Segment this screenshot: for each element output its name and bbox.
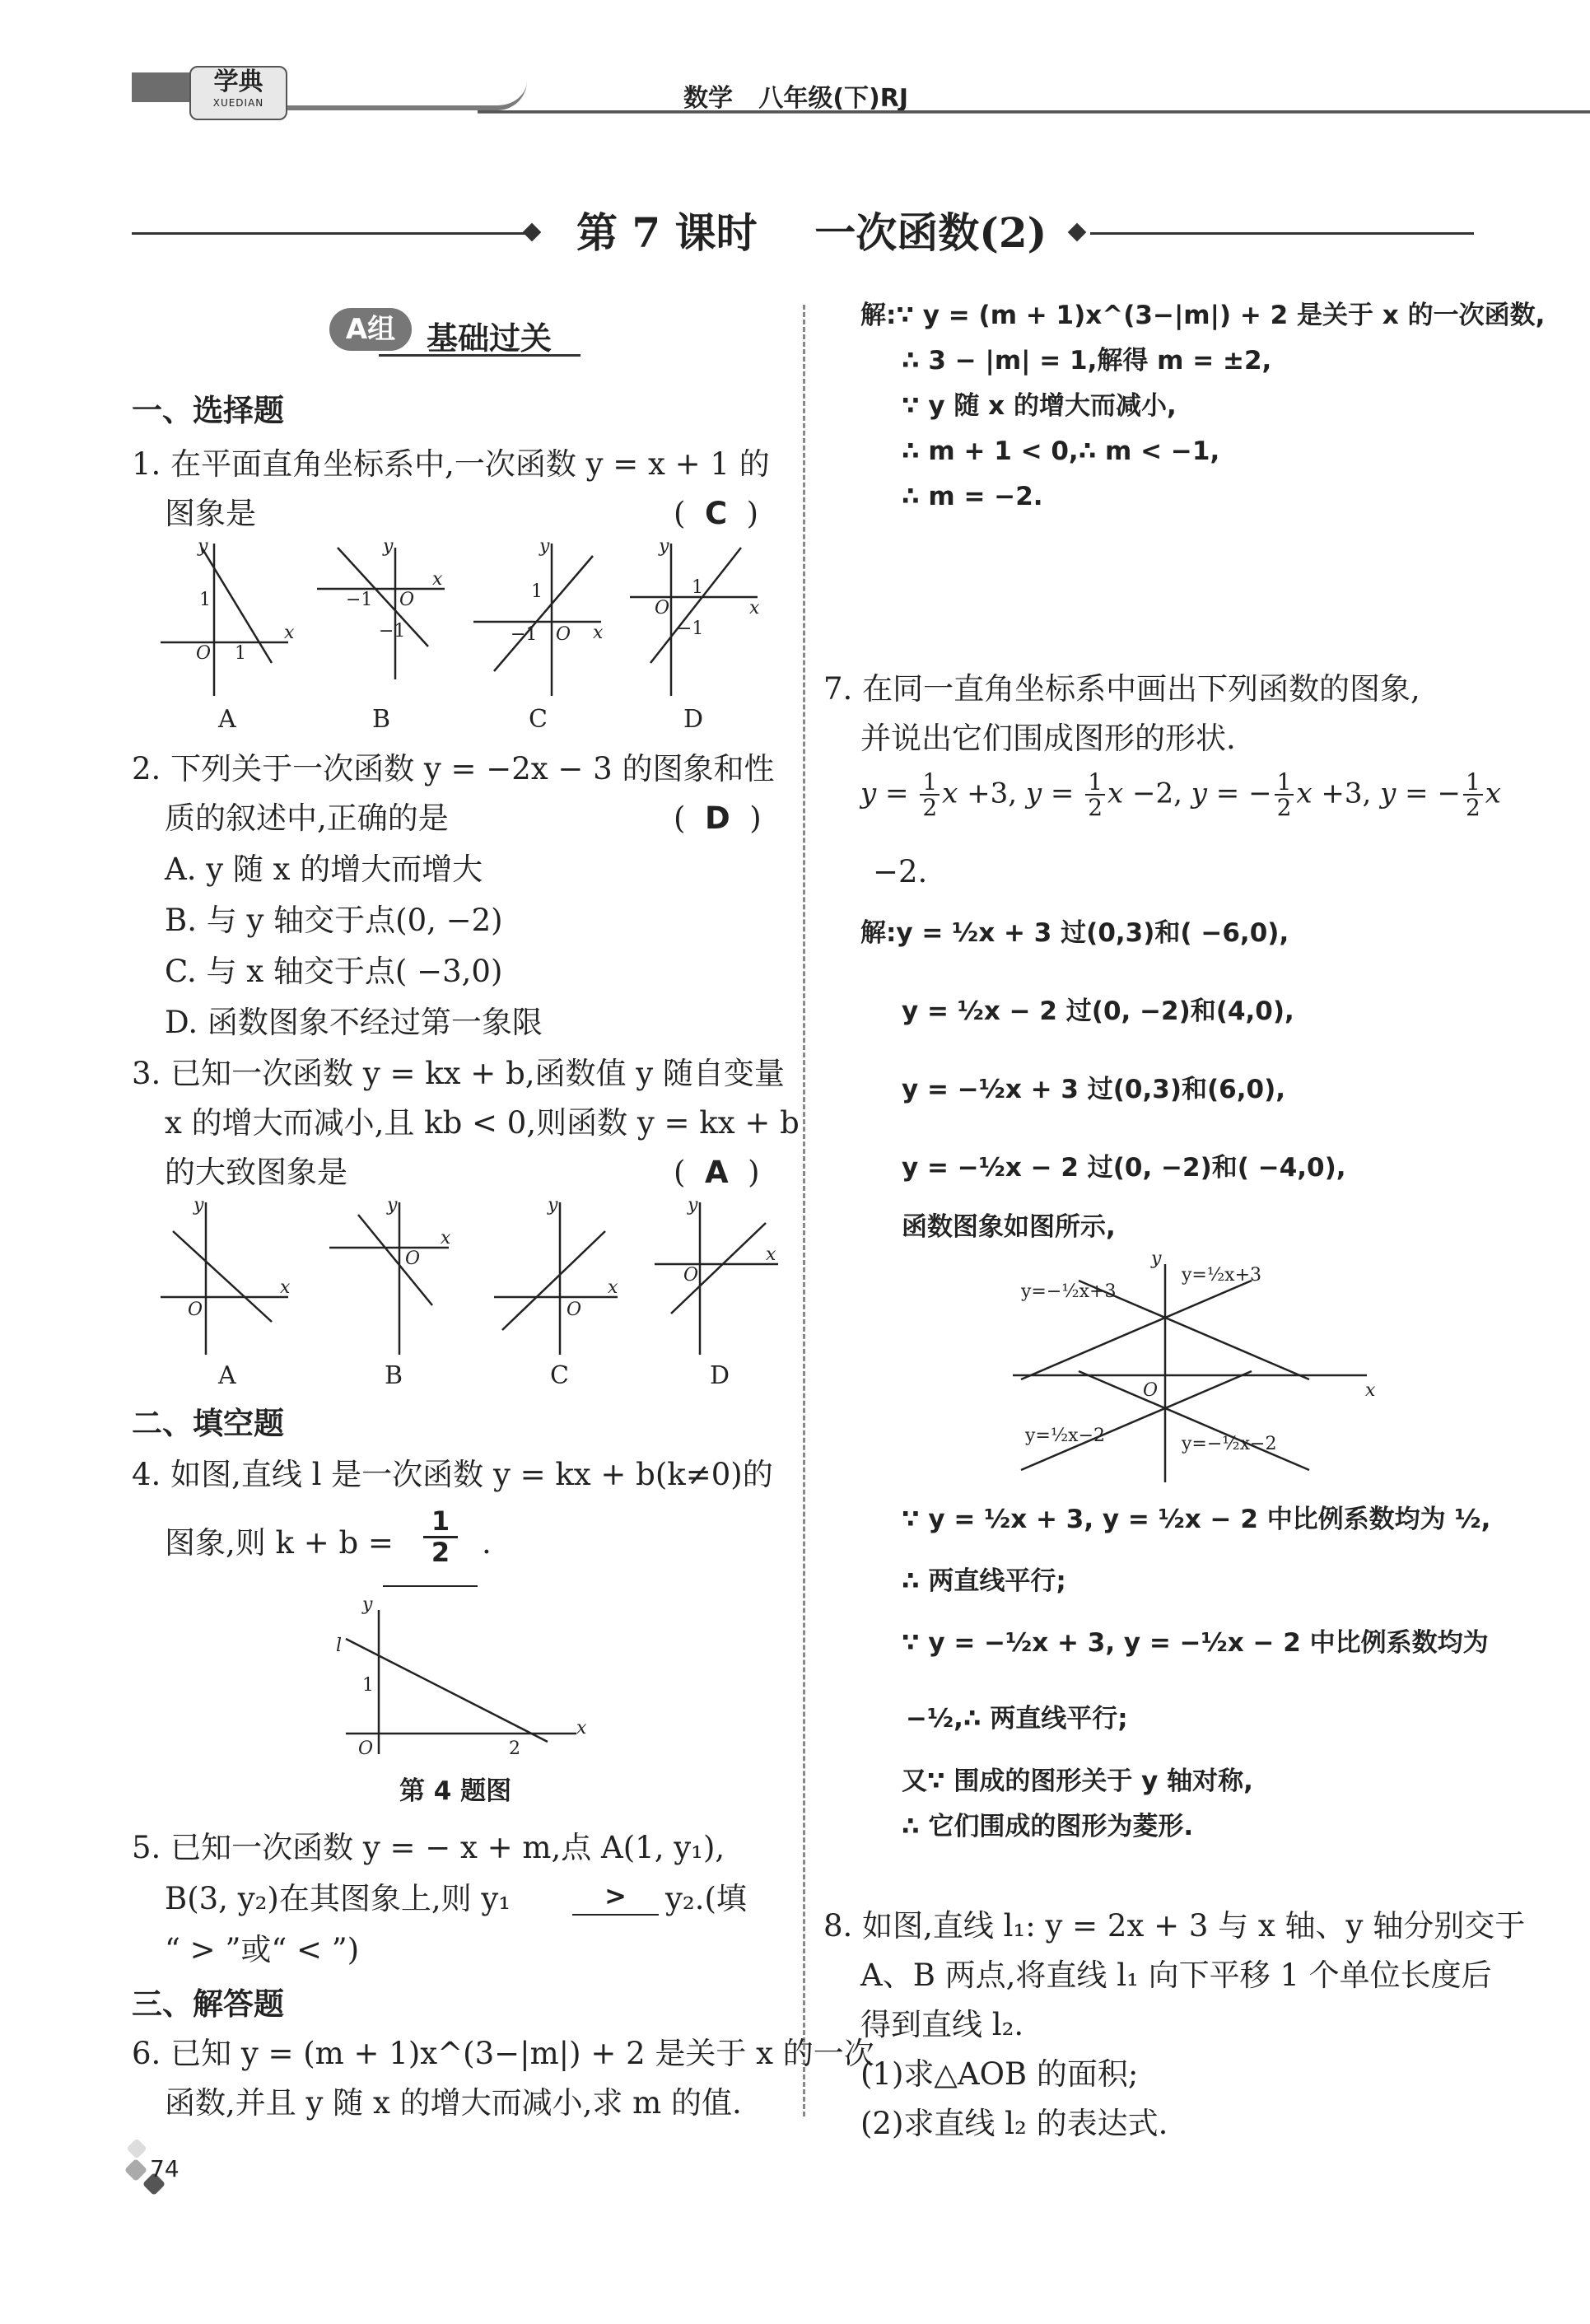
- svg-text:O: O: [655, 598, 670, 618]
- q7-graph-label-1: y=−½x+3: [1021, 1281, 1117, 1302]
- svg-text:x: x: [432, 569, 443, 590]
- q6-line2: 函数,并且 y 随 x 的增大而减小,求 m 的值.: [165, 2085, 742, 2121]
- svg-text:y: y: [1151, 1248, 1162, 1269]
- svg-text:O: O: [358, 1738, 374, 1758]
- svg-text:−1: −1: [511, 624, 538, 645]
- q1-graph-b: [317, 548, 445, 679]
- svg-text:O: O: [683, 1265, 699, 1286]
- q7-line1: 7. 在同一直角坐标系中画出下列函数的图象,: [823, 671, 1420, 707]
- q8-part1: (1)求△AOB 的面积;: [860, 2056, 1139, 2092]
- svg-text:O: O: [405, 1248, 421, 1269]
- svg-text:1: 1: [692, 577, 703, 598]
- svg-text:1: 1: [531, 581, 543, 602]
- q4-answer-numerator: 1: [423, 1507, 458, 1538]
- logo: [189, 66, 287, 120]
- q7-point-3: y = −½x + 3 过(0,3)和(6,0),: [902, 1075, 1286, 1104]
- q1-answer: C: [704, 496, 728, 531]
- q7-graph: [1005, 1244, 1383, 1491]
- q6-solution-line3: ∵ y 随 x 的增大而减小,: [902, 391, 1177, 421]
- q3-option-d: D: [710, 1361, 730, 1390]
- q3-line2: x 的增大而减小,且 kb < 0,则函数 y = kx + b: [165, 1105, 800, 1141]
- q8-line3: 得到直线 l₂.: [860, 2007, 1024, 2042]
- q4-period: .: [482, 1525, 492, 1561]
- title-rule-left: [132, 232, 527, 235]
- q6-line1: 6. 已知 y = (m + 1)x^(3−|m|) + 2 是关于 x 的一次: [132, 2036, 874, 2071]
- svg-text:y: y: [539, 536, 550, 557]
- svg-text:x: x: [280, 1277, 291, 1298]
- svg-text:O: O: [188, 1300, 203, 1320]
- q1-graph-c: [473, 544, 601, 696]
- group-badge: A组: [329, 308, 412, 351]
- svg-text:x: x: [766, 1244, 776, 1265]
- q2-line1: 2. 下列关于一次函数 y = −2x − 3 的图象和性: [132, 751, 775, 786]
- svg-text:y: y: [362, 1594, 373, 1615]
- svg-text:−1: −1: [379, 621, 406, 642]
- q7-graph-label-4: y=−½x−2: [1182, 1434, 1277, 1454]
- svg-text:x: x: [576, 1718, 587, 1738]
- q7-reason-5: 又∵ 围成的图形关于 y 轴对称,: [902, 1766, 1253, 1796]
- q6-solution-line5: ∴ m = −2.: [902, 482, 1043, 511]
- q1-option-b: B: [372, 705, 391, 734]
- q4-graph: [329, 1594, 593, 1758]
- header-rule: [478, 110, 1590, 114]
- q7-functions: y = $\frac{1}{2}$ x +3, y = $\frac{1}{2}$ x −2, y = − $\frac{1}{2}$ x +3, y = − $\frac{1}{2}$ x: [860, 768, 1501, 822]
- q7-graph-note: 函数图象如图所示,: [902, 1212, 1116, 1242]
- svg-text:−1: −1: [677, 618, 704, 639]
- svg-text:1: 1: [362, 1675, 374, 1696]
- q3-line1: 3. 已知一次函数 y = kx + b,函数值 y 随自变量: [132, 1056, 785, 1091]
- q5-line3: “ > ”或“ < ”): [165, 1932, 360, 1967]
- q7-line2: 并说出它们围成图形的形状.: [860, 721, 1236, 756]
- svg-text:y: y: [198, 536, 208, 557]
- q5-line2b: y₂.(填: [665, 1881, 747, 1916]
- q8-line2: A、B 两点,将直线 l₁ 向下平移 1 个单位长度后: [860, 1958, 1492, 1993]
- q3-option-c: C: [550, 1361, 569, 1390]
- svg-text:O: O: [196, 643, 212, 664]
- line-half-x-minus-2: [1079, 1371, 1309, 1470]
- svg-text:O: O: [556, 624, 571, 645]
- q4-answer-denominator: 2: [431, 1537, 450, 1569]
- q4-answer-blank: [383, 1585, 478, 1587]
- page-number: 74: [150, 2155, 180, 2182]
- q7-graph-label-3: y=½x−2: [1025, 1426, 1106, 1446]
- q1-option-d: D: [683, 705, 704, 734]
- svg-text:x: x: [1365, 1380, 1376, 1401]
- svg-text:l: l: [336, 1636, 343, 1656]
- q8-line1: 8. 如图,直线 l₁: y = 2x + 3 与 x 轴、y 轴分别交于: [823, 1908, 1526, 1944]
- svg-text:y: y: [194, 1195, 204, 1216]
- logo-subtext: XUEDIAN: [212, 97, 264, 109]
- q4-caption: 第 4 题图: [399, 1776, 512, 1806]
- svg-text:y: y: [387, 1195, 398, 1216]
- q7-reason-4: −½,∴ 两直线平行;: [906, 1704, 1128, 1734]
- q3-line3: 的大致图象是: [165, 1155, 347, 1190]
- q3-option-b: B: [385, 1361, 403, 1390]
- logo-text: 学典: [213, 68, 263, 96]
- section-choice: 一、选择题: [132, 392, 284, 428]
- logo-swoosh: [280, 81, 527, 110]
- title-diamond-right: [1068, 223, 1087, 242]
- q2-choice-d: D. 函数图象不经过第一象限: [165, 1005, 543, 1040]
- q5-answer-blank: >: [572, 1878, 659, 1916]
- q7-functions-tail: −2.: [873, 854, 928, 889]
- svg-text:x: x: [749, 598, 760, 618]
- q7-reason-6: ∴ 它们围成的图形为菱形.: [902, 1812, 1194, 1841]
- svg-text:O: O: [399, 590, 415, 610]
- q1-graph-a: [161, 544, 288, 696]
- q5-line1: 5. 已知一次函数 y = − x + m,点 A(1, y₁),: [132, 1830, 725, 1865]
- q7-reason-1: ∵ y = ½x + 3, y = ½x − 2 中比例系数均为 ½,: [902, 1505, 1491, 1534]
- q3-answer: A: [704, 1155, 729, 1190]
- svg-text:y: y: [548, 1195, 558, 1216]
- group-title: 基础过关: [427, 320, 553, 357]
- q2-choice-a: A. y 随 x 的增大而增大: [165, 852, 483, 887]
- q1-option-a: A: [218, 705, 236, 734]
- q6-solution-line4: ∴ m + 1 < 0,∴ m < −1,: [902, 436, 1220, 466]
- section-fill: 二、填空题: [132, 1405, 284, 1441]
- q3-answer-bracket: ( A ): [674, 1155, 760, 1190]
- lesson-title: 第 7 课时 一次函数(2): [576, 208, 1047, 257]
- q5-line2a: B(3, y₂)在其图象上,则 y₁: [165, 1881, 511, 1916]
- q1-answer-bracket: ( C ): [674, 496, 759, 531]
- group-underline: [379, 354, 581, 357]
- svg-text:O: O: [1143, 1380, 1159, 1401]
- q8-part2: (2)求直线 l₂ 的表达式.: [860, 2106, 1168, 2141]
- header-subject: 数学 八年级(下)RJ: [683, 84, 909, 113]
- svg-text:y: y: [383, 536, 394, 557]
- q3-option-a: A: [218, 1361, 236, 1390]
- q6-solution-line2: ∴ 3 − |m| = 1,解得 m = ±2,: [902, 346, 1272, 376]
- q4-line1: 4. 如图,直线 l 是一次函数 y = kx + b(k≠0)的: [132, 1457, 773, 1492]
- q1-line2: 图象是: [165, 496, 256, 531]
- q2-answer: D: [704, 800, 730, 836]
- svg-text:2: 2: [509, 1738, 520, 1758]
- q6-solution-line1: 解:∵ y = (m + 1)x^(3−|m|) + 2 是关于 x 的一次函数,: [860, 301, 1546, 330]
- q7-point-1: 解:y = ½x + 3 过(0,3)和( −6,0),: [860, 918, 1289, 948]
- svg-text:−1: −1: [346, 590, 373, 610]
- svg-text:x: x: [284, 623, 295, 643]
- q2-choice-c: C. 与 x 轴交于点( −3,0): [165, 954, 503, 989]
- svg-text:x: x: [441, 1228, 451, 1248]
- svg-text:x: x: [593, 623, 604, 643]
- line-neg-half-x-minus-2: [1021, 1371, 1252, 1470]
- title-rule-right: [1090, 232, 1474, 235]
- title-diamond-left: [523, 223, 542, 242]
- svg-text:1: 1: [235, 643, 246, 664]
- section-solve: 三、解答题: [132, 1986, 284, 2022]
- q1-graphs: [156, 531, 782, 737]
- q1-option-c: C: [529, 705, 548, 734]
- q4-line2: 图象,则 k + b =: [165, 1525, 394, 1561]
- q1-line1: 1. 在平面直角坐标系中,一次函数 y = x + 1 的: [132, 446, 770, 482]
- svg-text:O: O: [567, 1300, 582, 1320]
- svg-text:y: y: [659, 536, 669, 557]
- svg-text:1: 1: [199, 590, 211, 610]
- q7-reason-3: ∵ y = −½x + 3, y = −½x − 2 中比例系数均为: [902, 1628, 1489, 1658]
- group-heading: [329, 306, 581, 357]
- q2-line2: 质的叙述中,正确的是: [165, 800, 449, 836]
- q4-answer: [403, 1507, 478, 1567]
- q2-answer-bracket: ( D ): [674, 800, 762, 836]
- q7-reason-2: ∴ 两直线平行;: [902, 1566, 1066, 1596]
- svg-text:y: y: [688, 1195, 698, 1216]
- header-bar: [124, 66, 1474, 124]
- svg-text:x: x: [608, 1277, 618, 1298]
- q7-graph-label-2: y=½x+3: [1182, 1265, 1262, 1286]
- q2-choice-b: B. 与 y 轴交于点(0, −2): [165, 903, 503, 938]
- column-divider: [803, 305, 805, 2116]
- q7-point-4: y = −½x − 2 过(0, −2)和( −4,0),: [902, 1153, 1346, 1183]
- q3-graphs: [156, 1190, 782, 1396]
- q7-point-2: y = ½x − 2 过(0, −2)和(4,0),: [902, 996, 1294, 1026]
